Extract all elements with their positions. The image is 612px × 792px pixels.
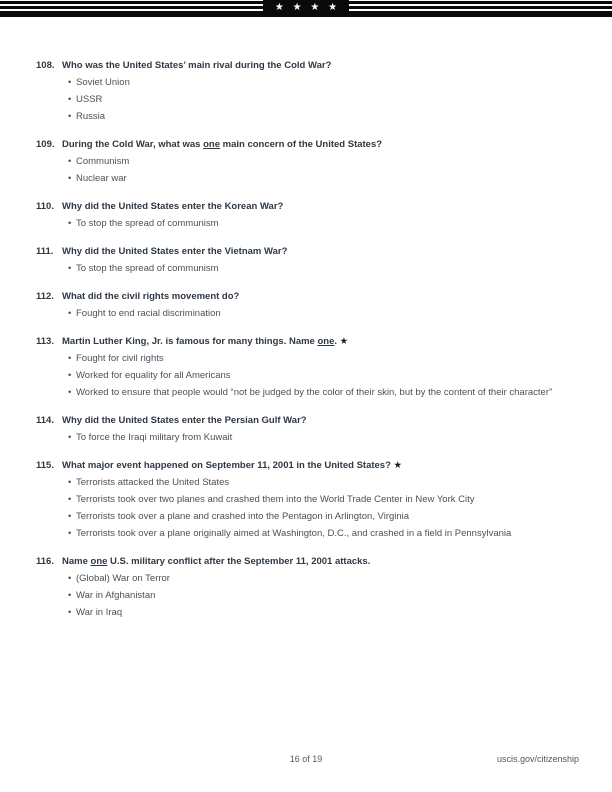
bullet-icon: • xyxy=(68,432,72,443)
website-url: uscis.gov/citizenship xyxy=(496,754,579,764)
question-block xyxy=(36,457,582,542)
question-text-segment: Martin Luther King, Jr. is famous for many things. Name xyxy=(62,336,318,347)
bullet-icon: • xyxy=(68,573,72,584)
required-question-star-icon: ★ xyxy=(337,336,349,347)
bullet-icon: • xyxy=(68,111,72,122)
answer-item xyxy=(62,215,564,232)
bullet-icon: • xyxy=(68,387,72,398)
question-text-segment: main concern of the United States? xyxy=(220,139,383,150)
answer-item xyxy=(62,108,564,125)
answer-item xyxy=(62,367,564,384)
answers-list xyxy=(36,260,564,277)
answer-text: War in Iraq xyxy=(76,607,123,618)
question-text xyxy=(62,333,348,350)
question-text-segment: During the Cold War, what was xyxy=(62,139,204,150)
question-block xyxy=(36,553,582,621)
question-row xyxy=(36,198,582,215)
answer-text: To force the Iraqi military from Kuwait xyxy=(76,432,233,443)
question-row xyxy=(36,57,582,74)
answer-item xyxy=(62,570,564,587)
answers-list xyxy=(36,474,564,542)
question-block xyxy=(36,288,582,322)
answers-list xyxy=(36,350,564,401)
answer-item xyxy=(62,74,564,91)
answer-item xyxy=(62,91,564,108)
flag-star-box xyxy=(263,0,349,17)
bullet-icon: • xyxy=(68,494,72,505)
banner-stars-icon: ★ ★ ★ ★ xyxy=(274,2,341,13)
answer-item xyxy=(62,170,564,187)
answer-text: Nuclear war xyxy=(76,173,127,184)
answer-text: Worked to ensure that people would “not be judged by the color of their skin, but by the content of their character” xyxy=(76,387,553,398)
answer-item xyxy=(62,525,564,542)
question-row xyxy=(36,553,582,570)
bullet-icon: • xyxy=(68,370,72,381)
answers-list xyxy=(36,429,564,446)
question-text-segment: Why did the United States enter the Korean War? xyxy=(62,201,284,212)
answers-list xyxy=(36,74,564,125)
question-row xyxy=(36,288,582,305)
bullet-icon: • xyxy=(68,477,72,488)
underlined-word: one xyxy=(317,336,335,347)
question-text xyxy=(62,412,307,429)
answer-text: Worked for equality for all Americans xyxy=(76,370,231,381)
question-number: 116. xyxy=(36,556,54,567)
questions-list xyxy=(0,17,612,621)
answer-item xyxy=(62,384,564,401)
question-row xyxy=(36,333,582,350)
question-block xyxy=(36,136,582,187)
required-question-star-icon: ★ xyxy=(390,460,403,471)
question-number: 115. xyxy=(36,460,54,471)
flag-banner xyxy=(0,0,612,17)
question-block xyxy=(36,333,582,401)
answers-list xyxy=(36,215,564,232)
question-block xyxy=(36,243,582,277)
answers-list xyxy=(36,570,564,621)
bullet-icon: • xyxy=(68,607,72,618)
answer-text: USSR xyxy=(76,94,103,105)
answer-text: War in Afghanistan xyxy=(76,590,156,601)
answer-item xyxy=(62,305,564,322)
question-text xyxy=(62,198,283,215)
question-text xyxy=(62,457,402,474)
answer-item xyxy=(62,604,564,621)
question-number: 113. xyxy=(36,336,54,347)
answer-text: Terrorists took over a plane and crashed into the Pentagon in Arlington, Virginia xyxy=(76,511,410,522)
answer-text: Terrorists took over a plane originally aimed at Washington, D.C., and crashed in a field in Pennsylvania xyxy=(76,528,512,539)
answer-text: Fought for civil rights xyxy=(76,353,164,364)
question-text-segment: Why did the United States enter the Persian Gulf War? xyxy=(62,415,307,426)
bullet-icon: • xyxy=(68,94,72,105)
bullet-icon: • xyxy=(68,308,72,319)
answers-list xyxy=(36,153,564,187)
question-number: 110. xyxy=(36,201,54,212)
bullet-icon: • xyxy=(68,353,72,364)
answer-text: To stop the spread of communism xyxy=(76,263,219,274)
answer-text: Terrorists took over two planes and crashed them into the World Trade Center in New York City xyxy=(76,494,475,505)
question-text-segment: . xyxy=(334,336,338,347)
bullet-icon: • xyxy=(68,263,72,274)
question-row xyxy=(36,412,582,429)
question-text xyxy=(62,288,239,305)
question-row xyxy=(36,243,582,260)
question-text-segment: U.S. military conflict after the September 11, 2001 attacks. xyxy=(107,556,371,567)
bullet-icon: • xyxy=(68,156,72,167)
answers-list xyxy=(36,305,564,322)
question-number: 112. xyxy=(36,291,54,302)
bullet-icon: • xyxy=(68,511,72,522)
underlined-word: one xyxy=(203,139,220,150)
underlined-word: one xyxy=(90,556,108,567)
bullet-icon: • xyxy=(68,218,72,229)
question-text-segment: What did the civil rights movement do? xyxy=(62,291,240,302)
question-text-segment: Name xyxy=(62,556,91,567)
question-row xyxy=(36,136,582,153)
answer-text: Soviet Union xyxy=(76,77,130,88)
question-row xyxy=(36,457,582,474)
question-text xyxy=(62,136,382,153)
question-number: 114. xyxy=(36,415,54,426)
question-text-segment: Who was the United States’ main rival during the Cold War? xyxy=(62,60,332,71)
question-block xyxy=(36,412,582,446)
question-text xyxy=(62,553,370,570)
answer-item xyxy=(62,153,564,170)
question-block xyxy=(36,198,582,232)
answer-text: (Global) War on Terror xyxy=(76,573,170,584)
answer-text: Fought to end racial discrimination xyxy=(76,308,221,319)
question-number: 108. xyxy=(36,60,55,71)
question-text-segment: What major event happened on September 11, 2001 in the United States? xyxy=(62,460,391,471)
answer-text: Russia xyxy=(76,111,106,122)
question-number: 111. xyxy=(36,246,54,257)
question-block xyxy=(36,57,582,125)
answer-item xyxy=(62,260,564,277)
answer-item xyxy=(62,508,564,525)
answer-item xyxy=(62,429,564,446)
answer-text: To stop the spread of communism xyxy=(76,218,219,229)
answer-item xyxy=(62,491,564,508)
question-text xyxy=(62,57,331,74)
bullet-icon: • xyxy=(68,77,72,88)
bullet-icon: • xyxy=(68,528,72,539)
bullet-icon: • xyxy=(68,590,72,601)
question-text-segment: Why did the United States enter the Vietnam War? xyxy=(62,246,288,257)
question-number: 109. xyxy=(36,139,55,150)
answer-item xyxy=(62,474,564,491)
answer-text: Communism xyxy=(76,156,130,167)
bullet-icon: • xyxy=(68,173,72,184)
page-footer xyxy=(0,754,612,768)
question-text xyxy=(62,243,287,260)
answer-item xyxy=(62,350,564,367)
page-indicator: 16 of 19 xyxy=(289,754,323,764)
answer-item xyxy=(62,587,564,604)
answer-text: Terrorists attacked the United States xyxy=(76,477,230,488)
